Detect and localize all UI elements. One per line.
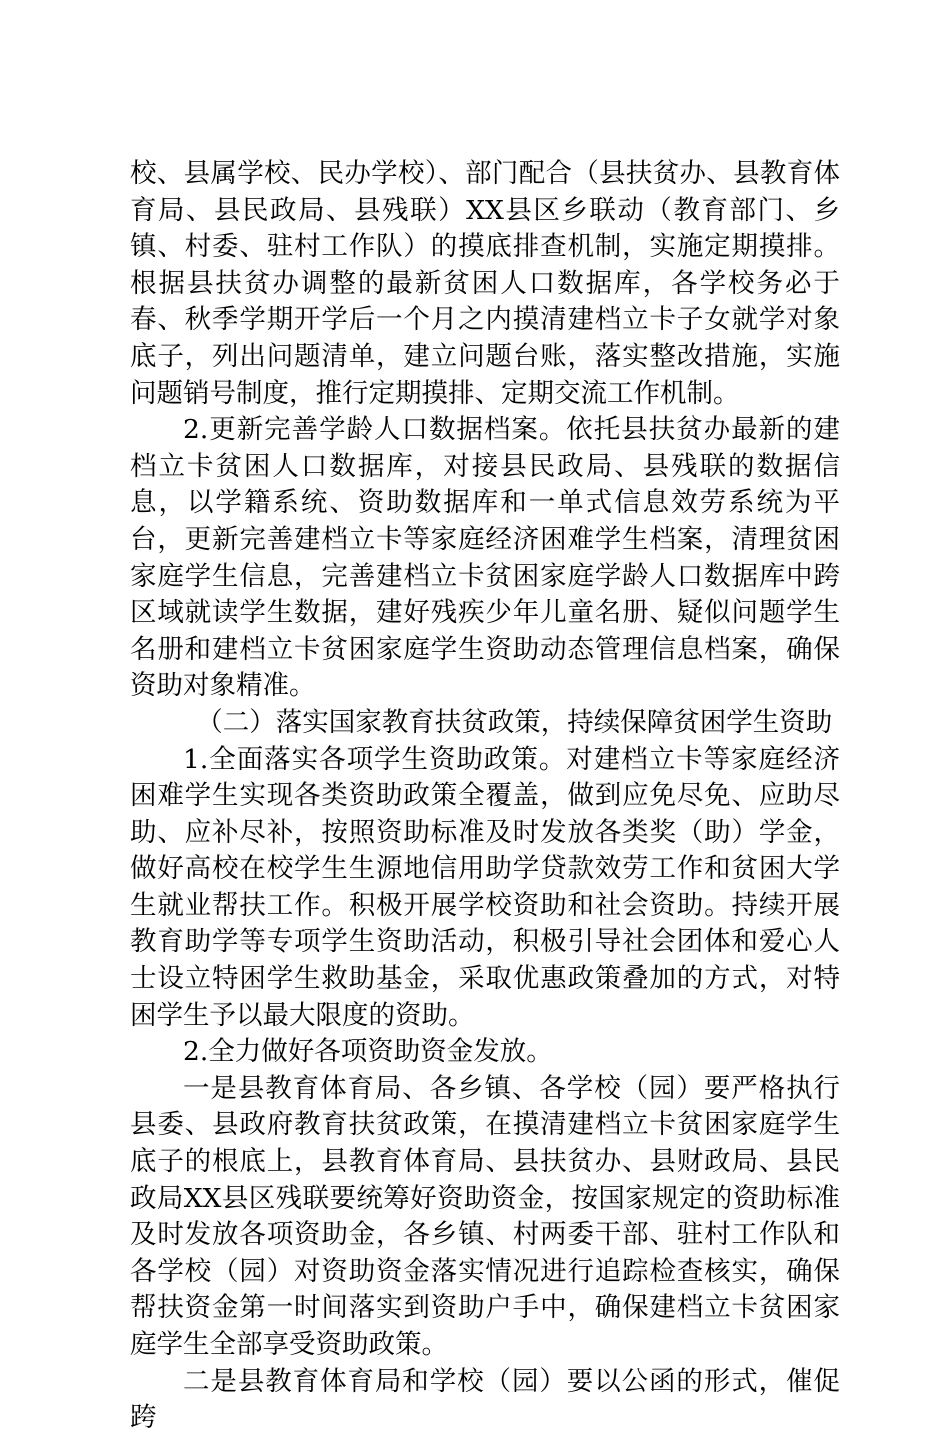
paragraph-continuation: 校、县属学校、民办学校）、部门配合（县扶贫办、县教育体育局、县民政局、县残联）XX县区乡联动（教育部门、乡镇、村委、驻村工作队）的摸底排查机制，实施定期摸排。根据县扶贫办调整的最新贫困人口数据库，各学校务必于春、秋季学期开学后一个月之内摸清建档立卡子女就学对象底子，列出问题清单，建立问题台账，落实整改措施，实施问题销号制度，推行定期摸排、定期交流工作机制。	[130, 158, 840, 409]
section-heading-two: （二）落实国家教育扶贫政策，持续保障贫困学生资助	[196, 706, 833, 738]
paragraph-point-two: 二是县教育体育局和学校（园）要以公函的形式，催促跨	[130, 1365, 840, 1434]
paragraph-update-population-archive: 2.更新完善学龄人口数据档案。依托县扶贫办最新的建档立卡贫困人口数据库，对接县民政局、县残联的数据信息，以学籍系统、资助数据库和一单式信息效劳系统为平台，更新完善建档立卡等家庭经济困难学生档案，清理贫困家庭学生信息，完善建档立卡贫困家庭学龄人口数据库中跨区域就读学生数据，建好残疾少年儿童名册、疑似问题学生名册和建档立卡贫困家庭学生资助动态管理信息档案，确保资助对象精准。	[130, 414, 840, 702]
paragraph-point-one: 一是县教育体育局、各乡镇、各学校（园）要严格执行县委、县政府教育扶贫政策，在摸清建档立卡贫困家庭学生底子的根底上，县教育体育局、县扶贫办、县财政局、县民政局XX县区残联要统筹好资助资金，按国家规定的资助标准及时发放各项资助金，各乡镇、村两委干部、驻村工作队和各学校（园）对资助资金落实情况进行追踪检查核实，确保帮扶资金第一时间落实到资助户手中，确保建档立卡贫困家庭学生全部享受资助政策。	[130, 1072, 840, 1360]
paragraph-aid-fund-distribution: 2.全力做好各项资助资金发放。	[183, 1036, 553, 1068]
document-page	[130, 156, 840, 1437]
paragraph-implement-aid-policy: 1.全面落实各项学生资助政策。对建档立卡等家庭经济困难学生实现各类资助政策全覆盖，做到应免尽免、应助尽助、应补尽补，按照资助标准及时发放各类奖（助）学金，做好高校在校学生生源地信用助学贷款效劳工作和贫困大学生就业帮扶工作。积极开展学校资助和社会资助。持续开展教育助学等专项学生资助活动，积极引导社会团体和爱心人士设立特困学生救助基金，采取优惠政策叠加的方式，对特困学生予以最大限度的资助。	[130, 743, 840, 1031]
